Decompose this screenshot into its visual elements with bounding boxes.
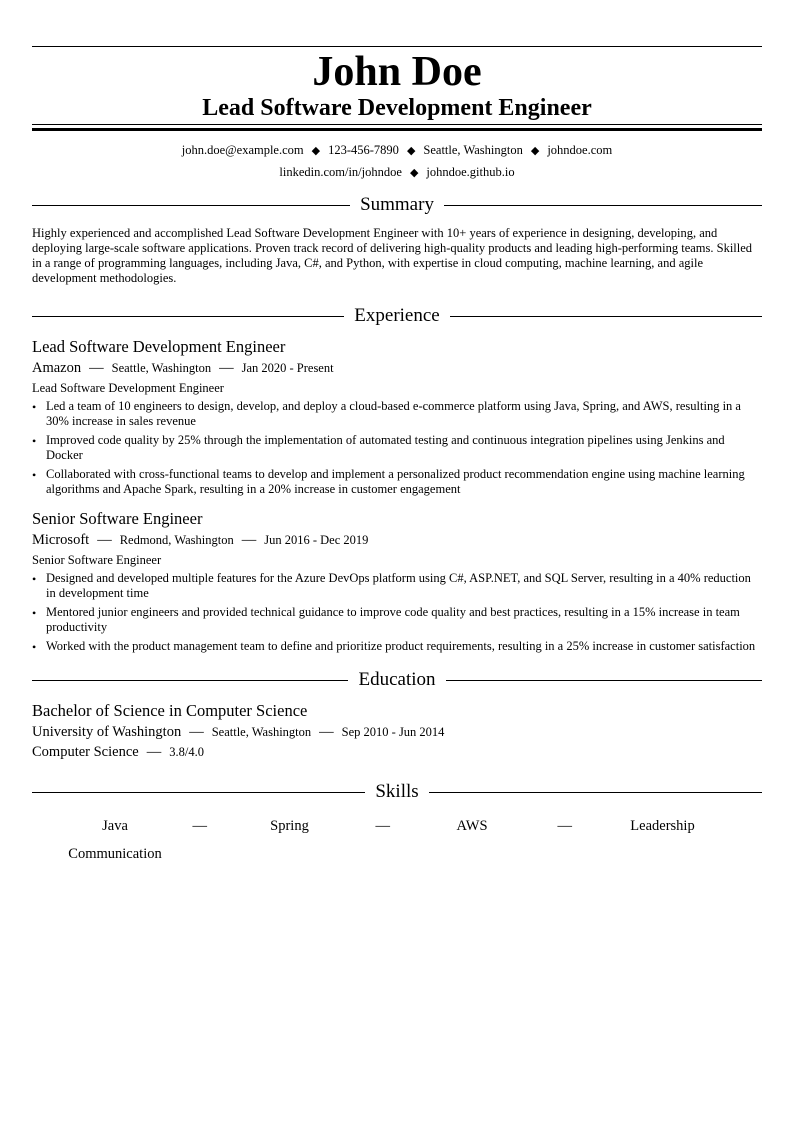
education-heading <box>32 668 762 692</box>
job-dates: Jun 2016 - Dec 2019 <box>264 533 369 547</box>
bullet-icon: • <box>32 606 37 620</box>
list-item <box>32 571 762 601</box>
divider <box>429 792 762 793</box>
skills-list <box>32 812 762 868</box>
bullet-text: Led a team of 10 engineers to design, develop, and deploy a cloud-based e-commerce platform using Java, Spring, and AWS, resulting in a 30% increase in sales revenue <box>46 399 741 428</box>
summary-text: Highly experienced and accomplished Lead Software Development Engineer with 10+ years of experience in designing, developing, and deploying large-scale software applications. Proven track record of delivering high-quality products and leading high-performing teams. Skilled in a range of programming languages, including Java, C#, and Python, with expertise in cloud computing, machine learning, and agile development methodologies. <box>32 226 753 285</box>
contact-block <box>32 140 762 184</box>
section-title-skills: Skills <box>375 781 419 802</box>
divider <box>32 680 348 681</box>
skill-label: Communication <box>68 846 162 862</box>
job-dates: Jan 2020 - Present <box>241 361 334 375</box>
candidate-title: Lead Software Development Engineer <box>202 95 592 121</box>
list-item <box>32 605 762 635</box>
divider <box>32 205 350 206</box>
job-bullets <box>32 571 762 654</box>
contact-github[interactable]: johndoe.github.io <box>426 165 515 179</box>
experience-heading <box>32 304 762 328</box>
divider <box>446 680 762 681</box>
contact-line-2 <box>32 162 762 184</box>
candidate-name: John Doe <box>312 49 482 95</box>
job-location: Redmond, Washington <box>119 533 234 547</box>
list-item <box>32 433 762 463</box>
divider <box>32 316 344 317</box>
bullet-icon: • <box>32 400 37 414</box>
job-subtitle: Senior Software Engineer <box>32 553 162 567</box>
dash-separator: — <box>97 532 112 548</box>
bullet-text: Mentored junior engineers and provided technical guidance to improve code quality and best practices, resulting in a 15% increase in team productivity <box>46 605 740 634</box>
skill-item <box>198 812 390 840</box>
diamond-icon: ◆ <box>406 145 416 157</box>
job-bullets <box>32 399 762 497</box>
education-entry <box>32 701 762 762</box>
edu-gpa: 3.8/4.0 <box>169 745 204 759</box>
dash-separator: — <box>375 818 390 834</box>
job-location: Seattle, Washington <box>111 361 212 375</box>
dash-separator: — <box>89 360 104 376</box>
header-rule-thick <box>32 128 762 131</box>
section-title-summary: Summary <box>360 194 434 215</box>
section-title-education: Education <box>358 669 436 690</box>
divider <box>450 316 762 317</box>
dash-separator: — <box>189 724 204 740</box>
divider <box>444 205 762 206</box>
job-company: Microsoft <box>32 532 90 548</box>
edu-school: University of Washington <box>32 724 182 740</box>
edu-location: Seattle, Washington <box>211 725 312 739</box>
job-title: Lead Software Development Engineer <box>32 337 286 356</box>
edu-meta <box>32 722 762 742</box>
contact-website[interactable]: johndoe.com <box>547 143 613 157</box>
bullet-text: Improved code quality by 25% through the implementation of automated testing and continuous integration pipelines using Jenkins and Docker <box>46 433 725 462</box>
skill-label: Spring <box>270 818 309 834</box>
edu-dates: Sep 2010 - Jun 2014 <box>341 725 445 739</box>
bullet-icon: • <box>32 572 37 586</box>
job-title: Senior Software Engineer <box>32 509 203 528</box>
contact-line-1 <box>32 140 762 162</box>
divider <box>32 792 365 793</box>
dash-separator: — <box>146 744 162 760</box>
list-item <box>32 467 762 497</box>
list-item <box>32 639 762 654</box>
job-subtitle: Lead Software Development Engineer <box>32 381 224 395</box>
skill-item <box>563 812 762 840</box>
job-company: Amazon <box>32 360 82 376</box>
dash-separator: — <box>219 360 234 376</box>
edu-degree: Bachelor of Science in Computer Science <box>32 701 308 720</box>
header-top-rule <box>32 46 762 47</box>
skill-item <box>32 840 198 868</box>
dash-separator: — <box>192 818 207 834</box>
summary-heading <box>32 193 762 217</box>
contact-linkedin[interactable]: linkedin.com/in/johndoe <box>279 165 402 179</box>
job-entry-microsoft <box>32 509 762 654</box>
job-meta <box>32 358 762 378</box>
edu-field-row <box>32 742 762 762</box>
contact-email[interactable]: john.doe@example.com <box>181 143 304 157</box>
dash-separator: — <box>241 532 257 548</box>
header-rule-thin <box>32 124 762 125</box>
job-entry-amazon <box>32 337 762 497</box>
resume-page <box>32 46 762 868</box>
skill-item <box>32 812 207 840</box>
diamond-icon: ◆ <box>311 145 321 157</box>
skills-heading <box>32 780 762 804</box>
skill-label: Leadership <box>630 818 695 834</box>
contact-location: Seattle, Washington <box>423 143 523 157</box>
diamond-icon: ◆ <box>530 145 540 157</box>
bullet-icon: • <box>32 434 37 448</box>
dash-separator: — <box>319 724 334 740</box>
section-title-experience: Experience <box>354 305 440 326</box>
list-item <box>32 399 762 429</box>
contact-phone: 123-456-7890 <box>328 143 399 157</box>
bullet-icon: • <box>32 468 37 482</box>
bullet-text: Collaborated with cross-functional teams to develop and implement a personalized product recommendation engine using machine learning algorithms and Apache Spark, resulting in a 20% increase in customer engagement <box>46 467 745 496</box>
skill-label: Java <box>102 818 128 834</box>
job-meta <box>32 530 762 550</box>
skill-item <box>381 812 572 840</box>
bullet-text: Designed and developed multiple features for the Azure DevOps platform using C#, ASP.NET, and SQL Server, resulting in a 40% reduction in development time <box>46 571 751 600</box>
edu-field: Computer Science <box>32 744 139 760</box>
bullet-icon: • <box>32 640 37 654</box>
dash-separator: — <box>557 818 572 834</box>
skill-label: AWS <box>456 818 488 834</box>
bullet-text: Worked with the product management team to define and prioritize product requirements, resulting in a 25% increase in customer satisfaction <box>46 639 756 653</box>
diamond-icon: ◆ <box>409 167 419 179</box>
